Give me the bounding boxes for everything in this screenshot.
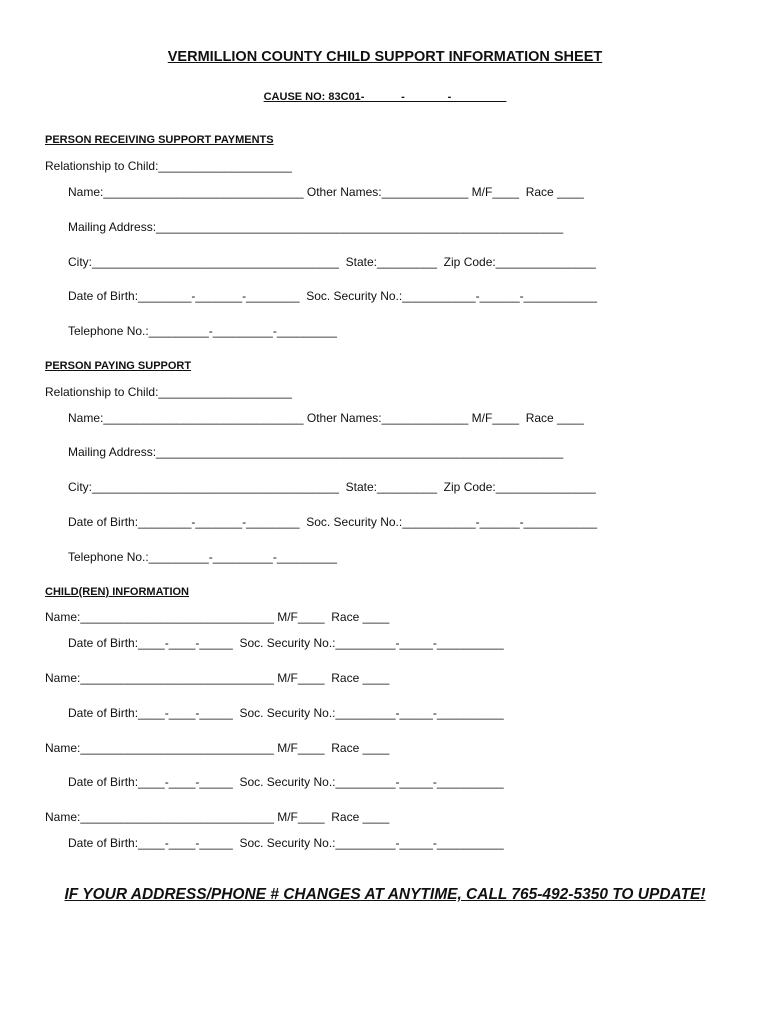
mailing-address-field[interactable]: Mailing Address:_____________________________________________________________ (68, 220, 564, 234)
page-title: VERMILLION COUNTY CHILD SUPPORT INFORMATION SHEET (167, 49, 603, 65)
child-dob-ssn-line[interactable]: Date of Birth:____-____-_____ Soc. Security No.:_________-_____-__________ (68, 636, 504, 650)
cause-number: CAUSE NO: 83C01-______-_______-_________ (263, 91, 507, 103)
child-dob-ssn-line[interactable]: Date of Birth:____-____-_____ Soc. Security No.:_________-_____-__________ (68, 775, 504, 789)
telephone-field[interactable]: Telephone No.:_________-_________-_________ (68, 324, 337, 338)
telephone-field[interactable]: Telephone No.:_________-_________-_________ (68, 550, 337, 564)
child-name-line[interactable]: Name:_____________________________ M/F____ Race ____ (45, 610, 390, 624)
mailing-address-field[interactable]: Mailing Address:_____________________________________________________________ (68, 445, 564, 459)
name-line[interactable]: Name:______________________________ Other Names:_____________ M/F____ Race ____ (68, 411, 584, 425)
footer-notice: IF YOUR ADDRESS/PHONE # CHANGES AT ANYTIME, CALL 765-492-5350 TO UPDATE! (64, 886, 706, 903)
child-dob-ssn-line[interactable]: Date of Birth:____-____-_____ Soc. Security No.:_________-_____-__________ (68, 706, 504, 720)
relationship-field[interactable]: Relationship to Child:____________________ (45, 385, 292, 399)
section-heading-receiving: PERSON RECEIVING SUPPORT PAYMENTS (45, 134, 274, 146)
dob-ssn-line[interactable]: Date of Birth:________-_______-________ Soc. Security No.:___________-______-___________ (68, 289, 598, 303)
city-state-zip-line[interactable]: City:_____________________________________ State:_________ Zip Code:_______________ (68, 255, 596, 269)
city-state-zip-line[interactable]: City:_____________________________________ State:_________ Zip Code:_______________ (68, 480, 596, 494)
child-name-line[interactable]: Name:_____________________________ M/F____ Race ____ (45, 810, 390, 824)
dob-ssn-line[interactable]: Date of Birth:________-_______-________ Soc. Security No.:___________-______-___________ (68, 515, 598, 529)
section-heading-children: CHILD(REN) INFORMATION (45, 586, 189, 598)
name-line[interactable]: Name:______________________________ Other Names:_____________ M/F____ Race ____ (68, 185, 584, 199)
child-dob-ssn-line[interactable]: Date of Birth:____-____-_____ Soc. Security No.:_________-_____-__________ (68, 836, 504, 850)
section-heading-paying: PERSON PAYING SUPPORT (45, 360, 192, 372)
child-name-line[interactable]: Name:_____________________________ M/F____ Race ____ (45, 741, 390, 755)
relationship-field[interactable]: Relationship to Child:____________________ (45, 159, 292, 173)
child-name-line[interactable]: Name:_____________________________ M/F____ Race ____ (45, 671, 390, 685)
